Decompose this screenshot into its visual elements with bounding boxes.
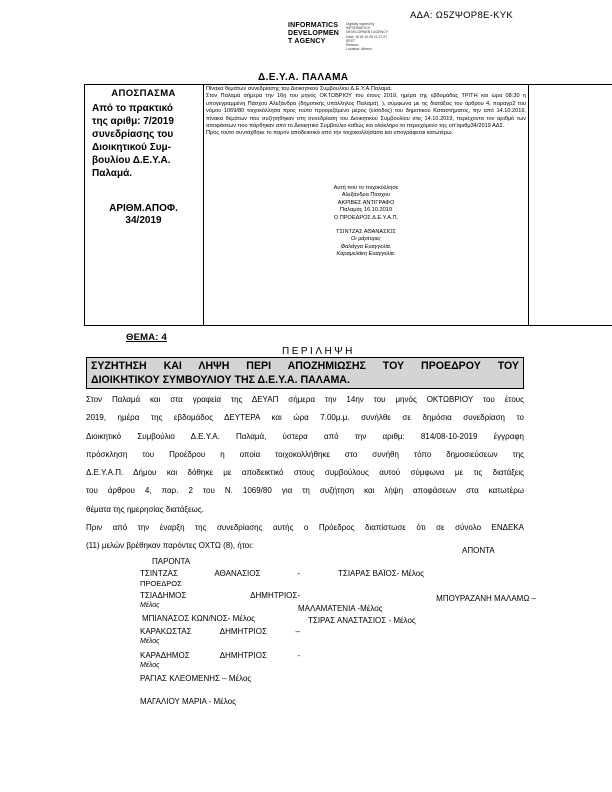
- summary-heading: ΠΕΡΙΛΗΨΗ: [282, 346, 355, 357]
- member-name: ΚΑΡΑΚΩΣΤΑΣ ΔΗΜΗΤΡΙΟΣ –: [140, 627, 300, 636]
- witness-name: Καραμελάκη Ευαγγελία.: [336, 251, 396, 258]
- body-line: Δ.Ε.Υ.Α.Π. Δήμου και δόθηκε με αποδεικτικό στους συμβούλους αυτού σύμφωνα με τις διατάξεις: [86, 468, 524, 478]
- certify-line: ΑΚΡΙΒΕΣ ΑΝΤΙΓΡΑΦΟ: [337, 199, 395, 206]
- present-heading: ΠΑΡΟΝΤΑ: [152, 557, 191, 566]
- topic-number: ΘΕΜΑ: 4: [126, 332, 167, 343]
- certify-line: Παλαμάς 16.10.2019: [340, 207, 392, 214]
- member-role: Μέλος: [140, 638, 160, 645]
- body-line: 2019, ημέρα της εβδομάδος ΔΕΥΤΕΡΑ και ώρα 7.00μ.μ. συνήλθε σε δημόσια συνεδρίαση το: [86, 413, 524, 423]
- body-line: Διοικητικό Συμβούλιο Δ.Ε.Υ.Α. Παλαμά, ύστερα από την αριθμ: 814/08-10-2019 έγγραφη: [86, 431, 524, 441]
- member-name: ΤΣΙΑΔΗΜΟΣ ΔΗΜΗΤΡΙΟΣ-: [140, 591, 300, 600]
- witnesses-label: Οι μάρτυρες: [351, 236, 381, 243]
- minutes-line: συνεδρίασης του: [92, 129, 174, 140]
- apospasma-heading: ΑΠΟΣΠΑΣΜΑ: [111, 88, 176, 99]
- present-member: [140, 591, 300, 611]
- body-line: Πριν από την έναρξη της συνεδρίασης αυτής ο Πρόεδρος διαπίστωσε ότι σε σύνολο ΕΝΔΕΚΑ: [86, 523, 524, 533]
- signature-meta: [346, 22, 388, 51]
- absent-member: [298, 604, 383, 614]
- member-name: ΜΠΙΑΝΑΣΟΣ ΚΩΝ/ΝΟΣ- Μέλος: [142, 614, 256, 623]
- member-name: ΜΠΟΥΡΑΖΑΝΗ ΜΑΛΑΜΩ –: [436, 594, 536, 603]
- body-line: πρόσκληση του Προέδρου η οποία τοιχοκολλήθηκε στο συνήθη τόπο δημοσιεύσεων της: [86, 449, 524, 459]
- member-name: ΤΣΙΑΡΑΣ ΒΑΪΟΣ- Μέλος: [338, 569, 424, 578]
- absent-member: [338, 594, 536, 604]
- agency-line: INFORMATICS: [288, 22, 339, 29]
- posting-paragraph: Προς τούτο συντάχθηκε το παρόν αποδεικτικό από την τοιχοκολλήσασα και υπογράφεται κατωτέρω.: [206, 130, 453, 137]
- signature-meta-line: Date: 2019.10.25 11:17:27: [346, 34, 388, 39]
- column-divider: [203, 84, 204, 326]
- decision-label: ΑΡΙΘΜ.ΑΠΟΦ.: [109, 203, 178, 214]
- certify-line: Αλεξάνδρα Πάσχου: [341, 192, 391, 199]
- present-member: [140, 627, 300, 647]
- member-role: Μέλος: [140, 662, 160, 669]
- minutes-line: Παλαμά.: [92, 168, 132, 179]
- decision-value: 34/2019: [125, 215, 162, 226]
- witness-name: Φαλάγγα Ευαγγελία.: [340, 243, 392, 250]
- minutes-reference: [86, 99, 201, 180]
- ada-code: ΑΔΑ: Ω5ΖΨΟΡ8Ε-ΚΥΚ: [410, 10, 514, 21]
- member-name: ΡΑΓΙΑΣ ΚΛΕΟΜΕΝΗΣ – Μέλος: [140, 674, 252, 683]
- posting-statement: [206, 86, 526, 138]
- signature-meta-line: DEVELOPMENT AGENCY: [346, 30, 388, 35]
- agency-line: T AGENCY: [288, 38, 326, 45]
- signature-agency: [288, 22, 339, 46]
- minutes-line: της αριθμ: 7/2019: [92, 116, 174, 127]
- signature-meta-line: Reason:: [346, 43, 360, 48]
- minutes-line: βουλίου Δ.Ε.Υ.Α.: [92, 155, 171, 166]
- certification: [206, 185, 526, 259]
- column-divider: [528, 84, 529, 326]
- present-member: [140, 569, 300, 589]
- body-line: (11) μελών βρέθηκαν παρόντες ΟΧΤΩ (8), ήτοι:: [86, 541, 254, 551]
- org-title: Δ.Ε.Υ.Α. ΠΑΛΑΜΑ: [258, 72, 349, 83]
- present-member: [140, 674, 251, 684]
- present-member: [142, 614, 255, 624]
- subject-line: ΔΙΟΙΚΗΤΙΚΟΥ ΣΥΜΒΟΥΛΙΟΥ ΤΗΣ Δ.Ε.Υ.Α. ΠΑΛΑΜΑ.: [91, 374, 350, 386]
- body-line: Στον Παλαμά και στα γραφεία της ΔΕΥΑΠ σήμερα την 14ην του μηνός ΟΚΤΩΒΡΙΟΥ του έτους: [86, 395, 524, 404]
- minutes-line: Διοικητικού Συμ-: [92, 142, 171, 153]
- decision-number: [86, 203, 201, 227]
- member-role: Μέλος: [140, 602, 160, 609]
- posting-paragraph: Πίνακα θεμάτων συνεδρίασης του Διοικητικού Συμβουλίου Δ.Ε.Υ.Α.Παλαμά.: [206, 86, 393, 92]
- member-name: ΜΑΛΑΜΑΤΕΝΙΑ -Μέλος: [298, 604, 383, 613]
- minutes-line: Από το πρακτικό: [92, 103, 173, 114]
- minutes-body: [86, 391, 524, 556]
- member-name: ΤΣΙΡΑΣ ΑΝΑΣΤΑΣΙΟΣ - Μέλος: [308, 616, 416, 625]
- signature-meta-line: Digitally signed by: [346, 22, 375, 26]
- certify-line: Αυτή που το τοιχοκόλλησε: [333, 185, 399, 191]
- subject-box: [86, 357, 524, 389]
- extract-info: [86, 86, 201, 227]
- member-name: ΚΑΡΑΔΗΜΟΣ ΔΗΜΗΤΡΙΟΣ -: [140, 651, 300, 660]
- certify-line: Ο ΠΡΟΕΔΡΟΣ Δ.Ε.Υ.Α.Π.: [333, 214, 399, 221]
- subject-line: ΣΥΖΗΤΗΣΗ ΚΑΙ ΛΗΨΗ ΠΕΡΙ ΑΠΟΖΗΜΙΩΣΗΣ ΤΟΥ ΠΡΟΕΔΡΟΥ ΤΟΥ: [91, 360, 519, 372]
- absent-member: [338, 569, 424, 579]
- signature-meta-line: INFORMATICS: [346, 26, 370, 31]
- body-line: του άρθρου 4, παρ. 2 του Ν. 1069/80 για τη συζήτηση και λήψη αποφάσεων στα κατωτέρω: [86, 486, 524, 496]
- body-line: θέματα της ημερησίας διατάξεως.: [86, 504, 204, 514]
- member-name: ΜΑΓΑΛΙΟΥ ΜΑΡΙΑ - Μέλος: [140, 697, 236, 706]
- present-member: [140, 697, 236, 707]
- agency-line: DEVELOPMEN: [288, 30, 340, 37]
- present-member: [140, 651, 300, 671]
- signature-meta-line: EEST: [346, 38, 356, 43]
- posting-paragraph: Στον Παλαμά σήμερα την 16η του μηνός ΟΚΤΩΒΡΙΟΥ του έτους 2019, ημέρα της εβδομάδας ΤΡΙΤΗ και ώρα 08:30 η υπογεγραμμένη Πάσχου Αλεξάνδρα (δημοτικής υπάλληλος Παλαμά). ), σύμφωνα με τις διατάξεις του άρθρου 4, παραγρ2 του νόμου 1069/80 τοιχοκόλλησα προς τούτο προοριζόμενο μέρος (είσοδος) του δημοτικού Καταστήματος, την από 14.10.2019, πίνακα θεμάτων που συζητήθηκαν στη συνεδρίαση του Διοικητικού Συμβουλίου στις 14.10.2019, περιέχοντα τον αριθμό των αποφάσεων που πάρθηκαν από το Διοικητικό Συμβούλιο καθώς και ολόκληρο το περιεχόμενο της υπ'αριθμ34/2019 ΑΔΣ.: [206, 93, 526, 130]
- absent-heading: ΑΠΟΝΤΑ: [462, 546, 495, 555]
- member-role: ΠΡΟΕΔΡΟΣ: [140, 579, 182, 588]
- member-name: ΤΣΙΝΤΖΑΣ ΑΘΑΝΑΣΙΟΣ -: [140, 569, 300, 578]
- certify-signatory: ΤΣΙΝΤΖΑΣ ΑΘΑΝΑΣΙΟΣ: [336, 229, 396, 236]
- absent-member: [308, 616, 416, 626]
- signature-meta-line: Location: Athens: [346, 47, 372, 52]
